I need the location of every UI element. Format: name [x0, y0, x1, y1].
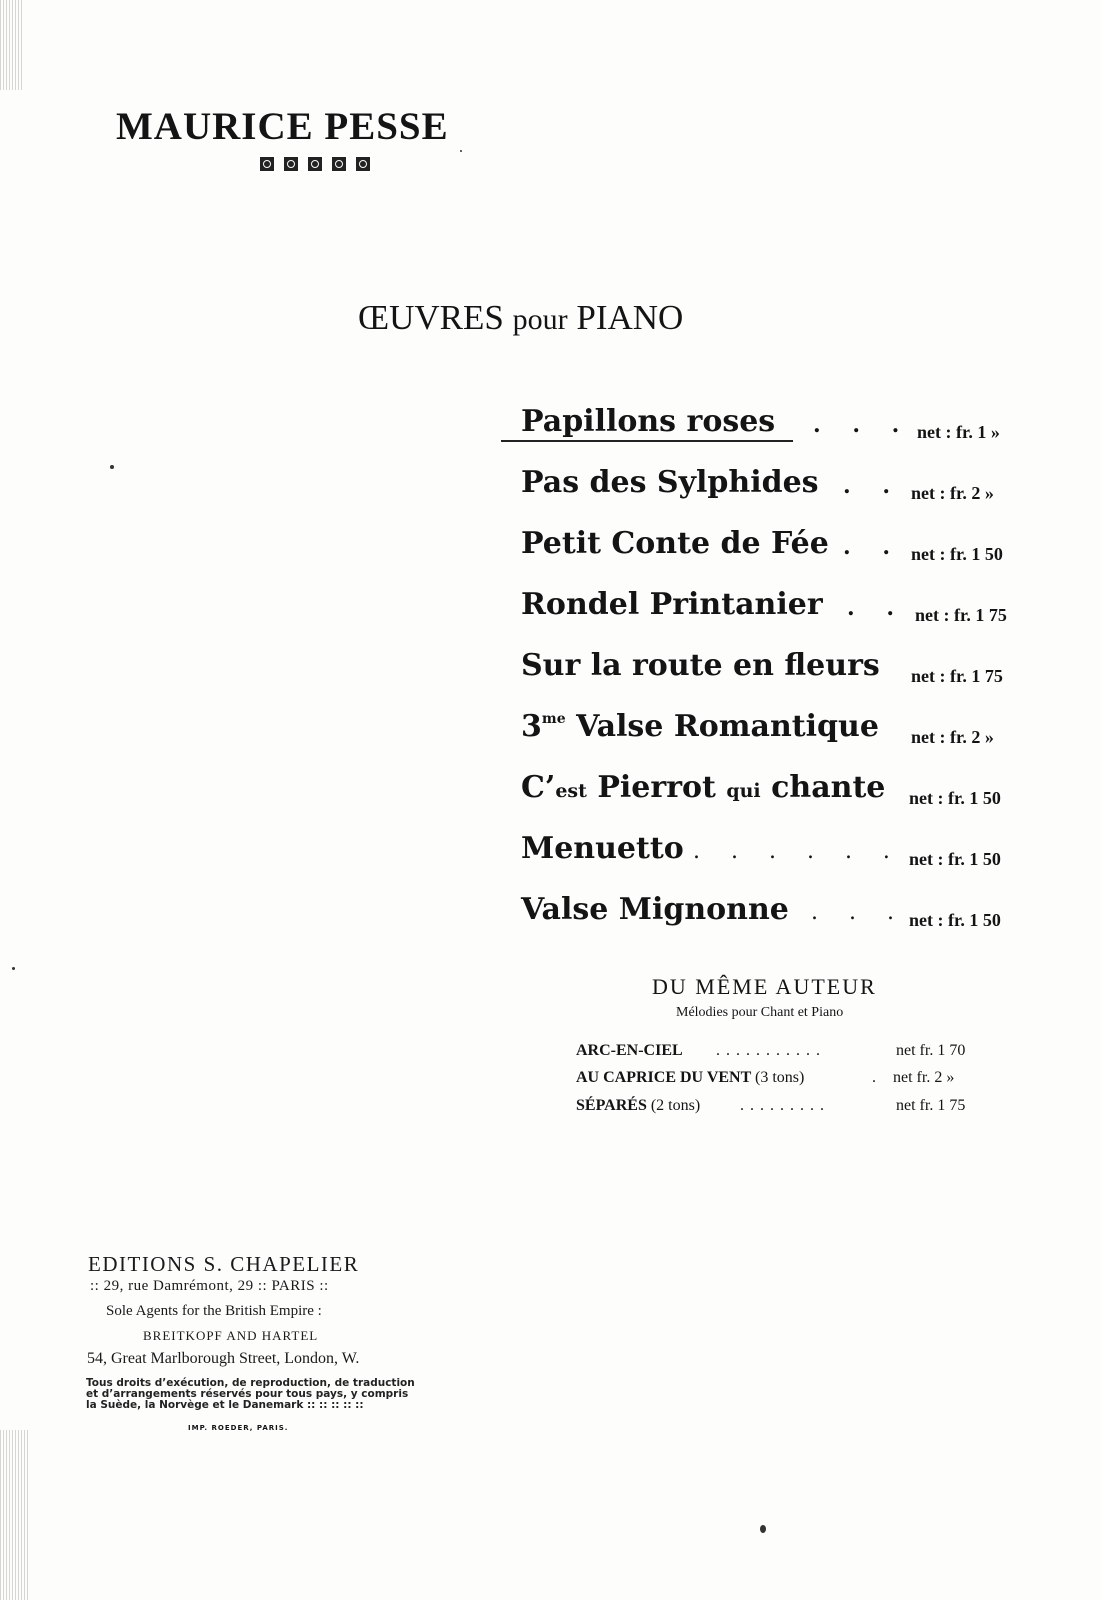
page-edge-mark [0, 1430, 30, 1600]
ornament-icon [356, 157, 370, 171]
ornament-icon [308, 157, 322, 171]
work-item [521, 648, 1041, 698]
speck [460, 150, 462, 152]
work-price: net : fr. 1 50 [911, 544, 1003, 564]
ornament-icon [260, 157, 274, 171]
leader-dots: . . [843, 534, 902, 560]
section-title: ŒUVRES pour PIANO [358, 298, 684, 337]
leader-dots: . . . . . . [693, 839, 902, 864]
song-item [576, 1069, 996, 1093]
title-underline [501, 440, 793, 442]
song-title: AU CAPRICE DU VENT (3 tons) [576, 1069, 805, 1086]
rights-notice: Tous droits d’exécution, de reproduction, de traduction et d’arrangements réservés pour tous pays, y compris la Suède, la Norvège et le Danemark :: :: :: :: :: [86, 1377, 415, 1411]
work-item [521, 526, 1041, 576]
ornament-row [260, 157, 370, 171]
work-item [521, 465, 1041, 515]
song-item [576, 1097, 996, 1121]
work-price: net : fr. 1 » [917, 422, 1000, 442]
song-item [576, 1042, 996, 1066]
ornament-icon [332, 157, 346, 171]
agent-address: 54, Great Marlborough Street, London, W. [87, 1350, 360, 1367]
song-price: net fr. 1 70 [896, 1042, 966, 1059]
composer-name: MAURICE PESSE [116, 105, 449, 148]
work-price: net : fr. 1 50 [909, 910, 1001, 930]
work-title: Valse Mignonne [521, 892, 789, 927]
work-item [521, 404, 1041, 454]
work-price: net : fr. 1 50 [909, 849, 1001, 869]
work-title: Papillons roses [521, 404, 776, 439]
publisher-name: EDITIONS S. CHAPELIER [88, 1252, 360, 1276]
agent-name: BREITKOPF AND HARTEL [143, 1328, 319, 1343]
speck [12, 967, 15, 970]
leader-dots: . . . [813, 412, 912, 438]
work-price: net : fr. 1 50 [909, 788, 1001, 808]
work-price: net : fr. 1 75 [911, 666, 1003, 686]
work-item [521, 587, 1041, 637]
work-item [521, 770, 1041, 820]
ornament-icon [284, 157, 298, 171]
song-title: ARC-EN-CIEL [576, 1042, 683, 1059]
work-price: net : fr. 2 » [911, 727, 994, 747]
leader-dots: . . . [811, 900, 906, 925]
work-title: C’est Pierrot qui chante [521, 770, 886, 805]
song-price: net fr. 1 75 [896, 1097, 966, 1114]
work-title: Petit Conte de Fée [521, 526, 829, 561]
work-item [521, 709, 1041, 759]
work-item [521, 892, 1041, 942]
leader-dots: ........... [716, 1042, 826, 1059]
same-author-heading: DU MÊME AUTEUR [652, 974, 877, 999]
song-title: SÉPARÉS (2 tons) [576, 1097, 701, 1114]
work-title: Rondel Printanier [521, 587, 823, 622]
leader-dots: . . [847, 595, 906, 621]
same-author-subheading: Mélodies pour Chant et Piano [676, 1005, 844, 1020]
work-title: Pas des Sylphides [521, 465, 819, 500]
printer-mark: IMP. ROEDER, PARIS. [188, 1424, 289, 1432]
speck [110, 465, 114, 469]
page-edge-mark [0, 0, 22, 90]
leader-dots: . . [843, 473, 902, 499]
work-title: Sur la route en fleurs [521, 648, 880, 683]
agents-label: Sole Agents for the British Empire : [106, 1303, 322, 1319]
publisher-address: :: 29, rue Damrémont, 29 :: PARIS :: [90, 1278, 329, 1294]
work-item [521, 831, 1041, 881]
song-price: net fr. 2 » [893, 1069, 955, 1086]
leader-dots: ......... [740, 1097, 830, 1114]
speck [760, 1525, 766, 1533]
work-price: net : fr. 1 75 [915, 605, 1007, 625]
work-title: Menuetto [521, 831, 684, 866]
work-title: $3^{me}$ Valse Romantique [521, 709, 879, 744]
leader-dots: . [872, 1069, 882, 1086]
work-price: net : fr. 2 » [911, 483, 994, 503]
